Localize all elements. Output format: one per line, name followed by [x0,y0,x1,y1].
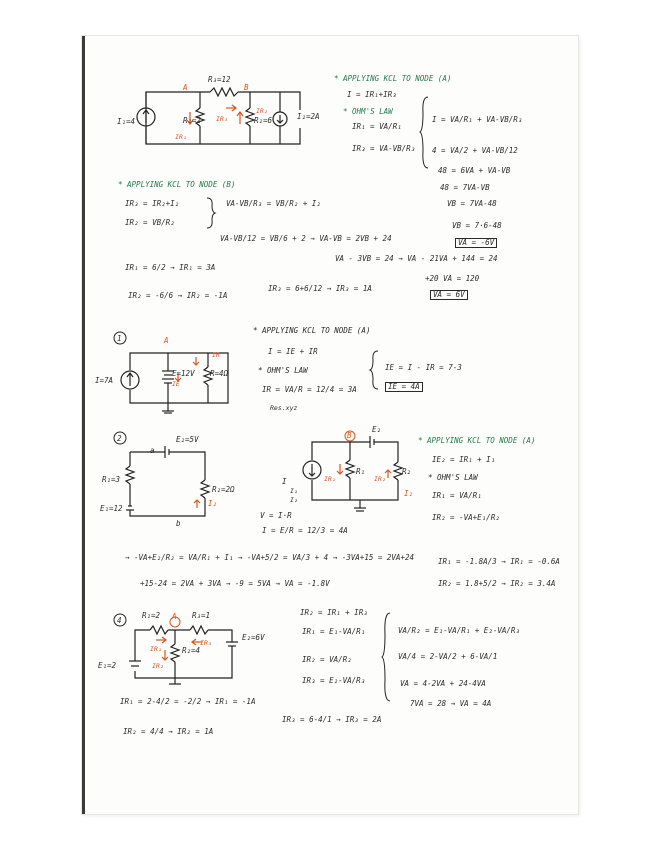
brace-right [420,95,430,170]
brace-4 [382,612,392,702]
kcl-eq-1: I = IE + IR [268,347,318,356]
label-IR-1: IR [212,351,220,359]
label-R2-2b: R₂ [402,467,412,476]
ohms-law-title: * OHM'S LAW [343,107,393,116]
kcl-node-b-eq-2: IR₂ = VB/R₂ [125,218,175,227]
problem-number-1-text: 1 [117,334,122,343]
label-E1-2a: E₁=12 [100,504,123,513]
side-label-I1: I₁ [290,487,298,495]
label-R2-2a: R₂=2Ω [212,485,235,494]
result4-ir2: IR₂ = 4/4 → IR₂ = 1A [123,727,214,736]
result-ir3: IR₃ = 6+6/12 → IR₃ = 1A [268,284,372,293]
right-eq-3: 48 = 6VA + VA-VB [438,166,511,175]
brace-left [205,197,215,229]
eq4-1: IR₂ = IR₁ + IR₃ [300,608,368,617]
side-label-I: I [282,477,287,486]
label-IR3: IR₃ [216,115,228,123]
eq4-2: IR₁ = E₁-VA/R₁ [302,627,366,636]
label-I2-2a: I₂ [208,499,218,508]
circuit-diagram-2b [300,430,410,515]
label-E2-2b: E₂ [372,425,382,434]
ohm-eq-2-2: IR₂ = -VA+E₁/R₂ [432,513,500,522]
label-IR2-4: IR₂ [152,662,164,670]
label-R1: R₁=2 [183,116,202,125]
kcl-b-mid-4: +20 VA = 120 [425,274,480,283]
label-E: E=12V [172,369,195,378]
label-I-source: I=7A [95,376,114,385]
long-eq-2-result: IR₂ = 1.8+5/2 → IR₂ = 3.4A [438,579,556,588]
node-a-4: A [172,612,177,621]
eq4-3: IR₂ = VA/R₂ [302,655,352,664]
label-IE-1: IE [172,380,180,388]
result4-ir1: IR₁ = 2-4/2 = -2/2 → IR₁ = -1A [120,697,256,706]
kcl-node-a-eq: I = IR₁+IR₃ [347,90,397,99]
node-b-2a: b [176,519,181,528]
result-va-boxed: VA = -6V [455,238,497,248]
eq4-4: IR₃ = E₂-VA/R₃ [302,676,366,685]
label-R: R=4Ω [210,369,229,378]
right-eq-2: 4 = VA/2 + VA-VB/12 [432,146,518,155]
kcl-title-1: * APPLYING KCL TO NODE (A) [253,326,371,335]
brace-1 [370,350,380,390]
label-E1-4: E₁=2 [98,661,117,670]
label-R3-4: R₃=1 [192,611,211,620]
label-I2-2b: I₂ [404,489,414,498]
label-E2-2a: E₂=5V [176,435,199,444]
ohms-title-2: * OHM'S LAW [428,473,478,482]
right4-2: VA/4 = 2-VA/2 + 6-VA/1 [398,652,498,661]
label-IR1-2b: IR₁ [324,475,336,483]
side-label-I2: I₂ [290,496,298,504]
label-IR3-4: IR₃ [200,639,212,647]
ohm-eq-1: IR₁ = VA/R₁ [352,122,402,131]
label-I1: I₁=4 [117,117,136,126]
kcl-eq-2: IE₂ = IR₁ + I₁ [432,455,496,464]
label-R1-2a: R₁=3 [102,475,121,484]
node-a-2a: a [150,446,155,455]
kcl-node-b-title: * APPLYING KCL TO NODE (B) [118,180,236,189]
label-IR2: IR₂ [256,107,268,115]
long-eq-1-result: IR₁ = -1.8A/3 → IR₁ = -0.6A [438,557,560,566]
label-R2: R₂=6 [254,116,273,125]
right-eq-6: VB = 7·6-48 [452,221,502,230]
right4-1: VA/R₂ = E₁-VA/R₁ + E₂-VA/R₃ [398,626,520,635]
v-eq-1: V = I·R [260,511,292,520]
ie-result-boxed: IE = 4A [385,382,423,392]
node-b-label: B [244,83,249,92]
kcl-node-b-eq-1: IR₃ = IR₂+I₂ [125,199,180,208]
result4-ir3: IR₃ = 6-4/1 → IR₃ = 2A [282,715,382,724]
kcl-b-mid-2: VA-VB/12 = VB/6 + 2 → VA-VB = 2VB + 24 [220,234,392,243]
right-eq-1: I = VA/R₁ + VA-VB/R₃ [432,115,523,124]
kcl-node-a-title: * APPLYING KCL TO NODE (A) [334,74,452,83]
long-eq-1: → -VA+E₂/R₂ = VA/R₁ + I₁ → -VA+5/2 = VA/3 + 4 → -3VA+15 = 2VA+24 [125,553,414,562]
label-IR2-2b: IR₂ [374,475,386,483]
problem-number-4-text: 4 [117,616,122,625]
problem-number-2-text: 2 [117,434,122,443]
circuit-diagram-2a [125,442,218,522]
node-a-label: A [183,83,188,92]
ie-eq-1: IE = I - IR = 7-3 [385,363,462,372]
ohms-title-1: * OHM'S LAW [258,366,308,375]
scribble-note: Res.xyz [270,404,298,412]
ohm-eq-1-1: IR = VA/R = 12/4 = 3A [262,385,357,394]
page-edge [82,36,85,814]
label-IR1-4: IR₁ [150,645,162,653]
label-E2-4: E₂=6V [242,633,265,642]
label-R2-4: R₂=4 [182,646,201,655]
kcl-title-2: * APPLYING KCL TO NODE (A) [418,436,536,445]
label-R1-4: R₁=2 [142,611,161,620]
right-eq-4: 48 = 7VA-VB [440,183,490,192]
kcl-b-mid-3: VA - 3VB = 24 → VA - 21VA + 144 = 24 [335,254,498,263]
label-R3: R₃=12 [208,75,231,84]
label-I2: I₂=2A [297,112,320,121]
result-ir2: IR₂ = -6/6 → IR₂ = -1A [128,291,228,300]
circuit-diagram-4 [120,616,240,691]
kcl-b-mid-1: VA-VB/R₃ = VB/R₂ + I₂ [226,199,321,208]
result-ir1: IR₁ = 6/2 → IR₁ = 3A [125,263,216,272]
right-eq-5: VB = 7VA-48 [447,199,497,208]
node-b-2b: B [347,431,352,440]
right4-4: 7VA = 28 → VA = 4A [410,699,492,708]
label-IR1: IR₁ [175,133,187,141]
long-eq-2: +15-24 = 2VA + 3VA → -9 = 5VA → VA = -1.8V [140,579,330,588]
node-a-label-1: A [164,336,169,345]
result-va-positive: VA = 6V [430,290,468,300]
right4-3: VA = 4-2VA + 24-4VA [400,679,486,688]
v-eq-2: I = E/R = 12/3 = 4A [262,526,348,535]
ohm-eq-2-1: IR₁ = VA/R₁ [432,491,482,500]
label-R1-2b: R₁ [356,467,366,476]
ohm-eq-2: IR₃ = VA-VB/R₃ [352,144,416,153]
